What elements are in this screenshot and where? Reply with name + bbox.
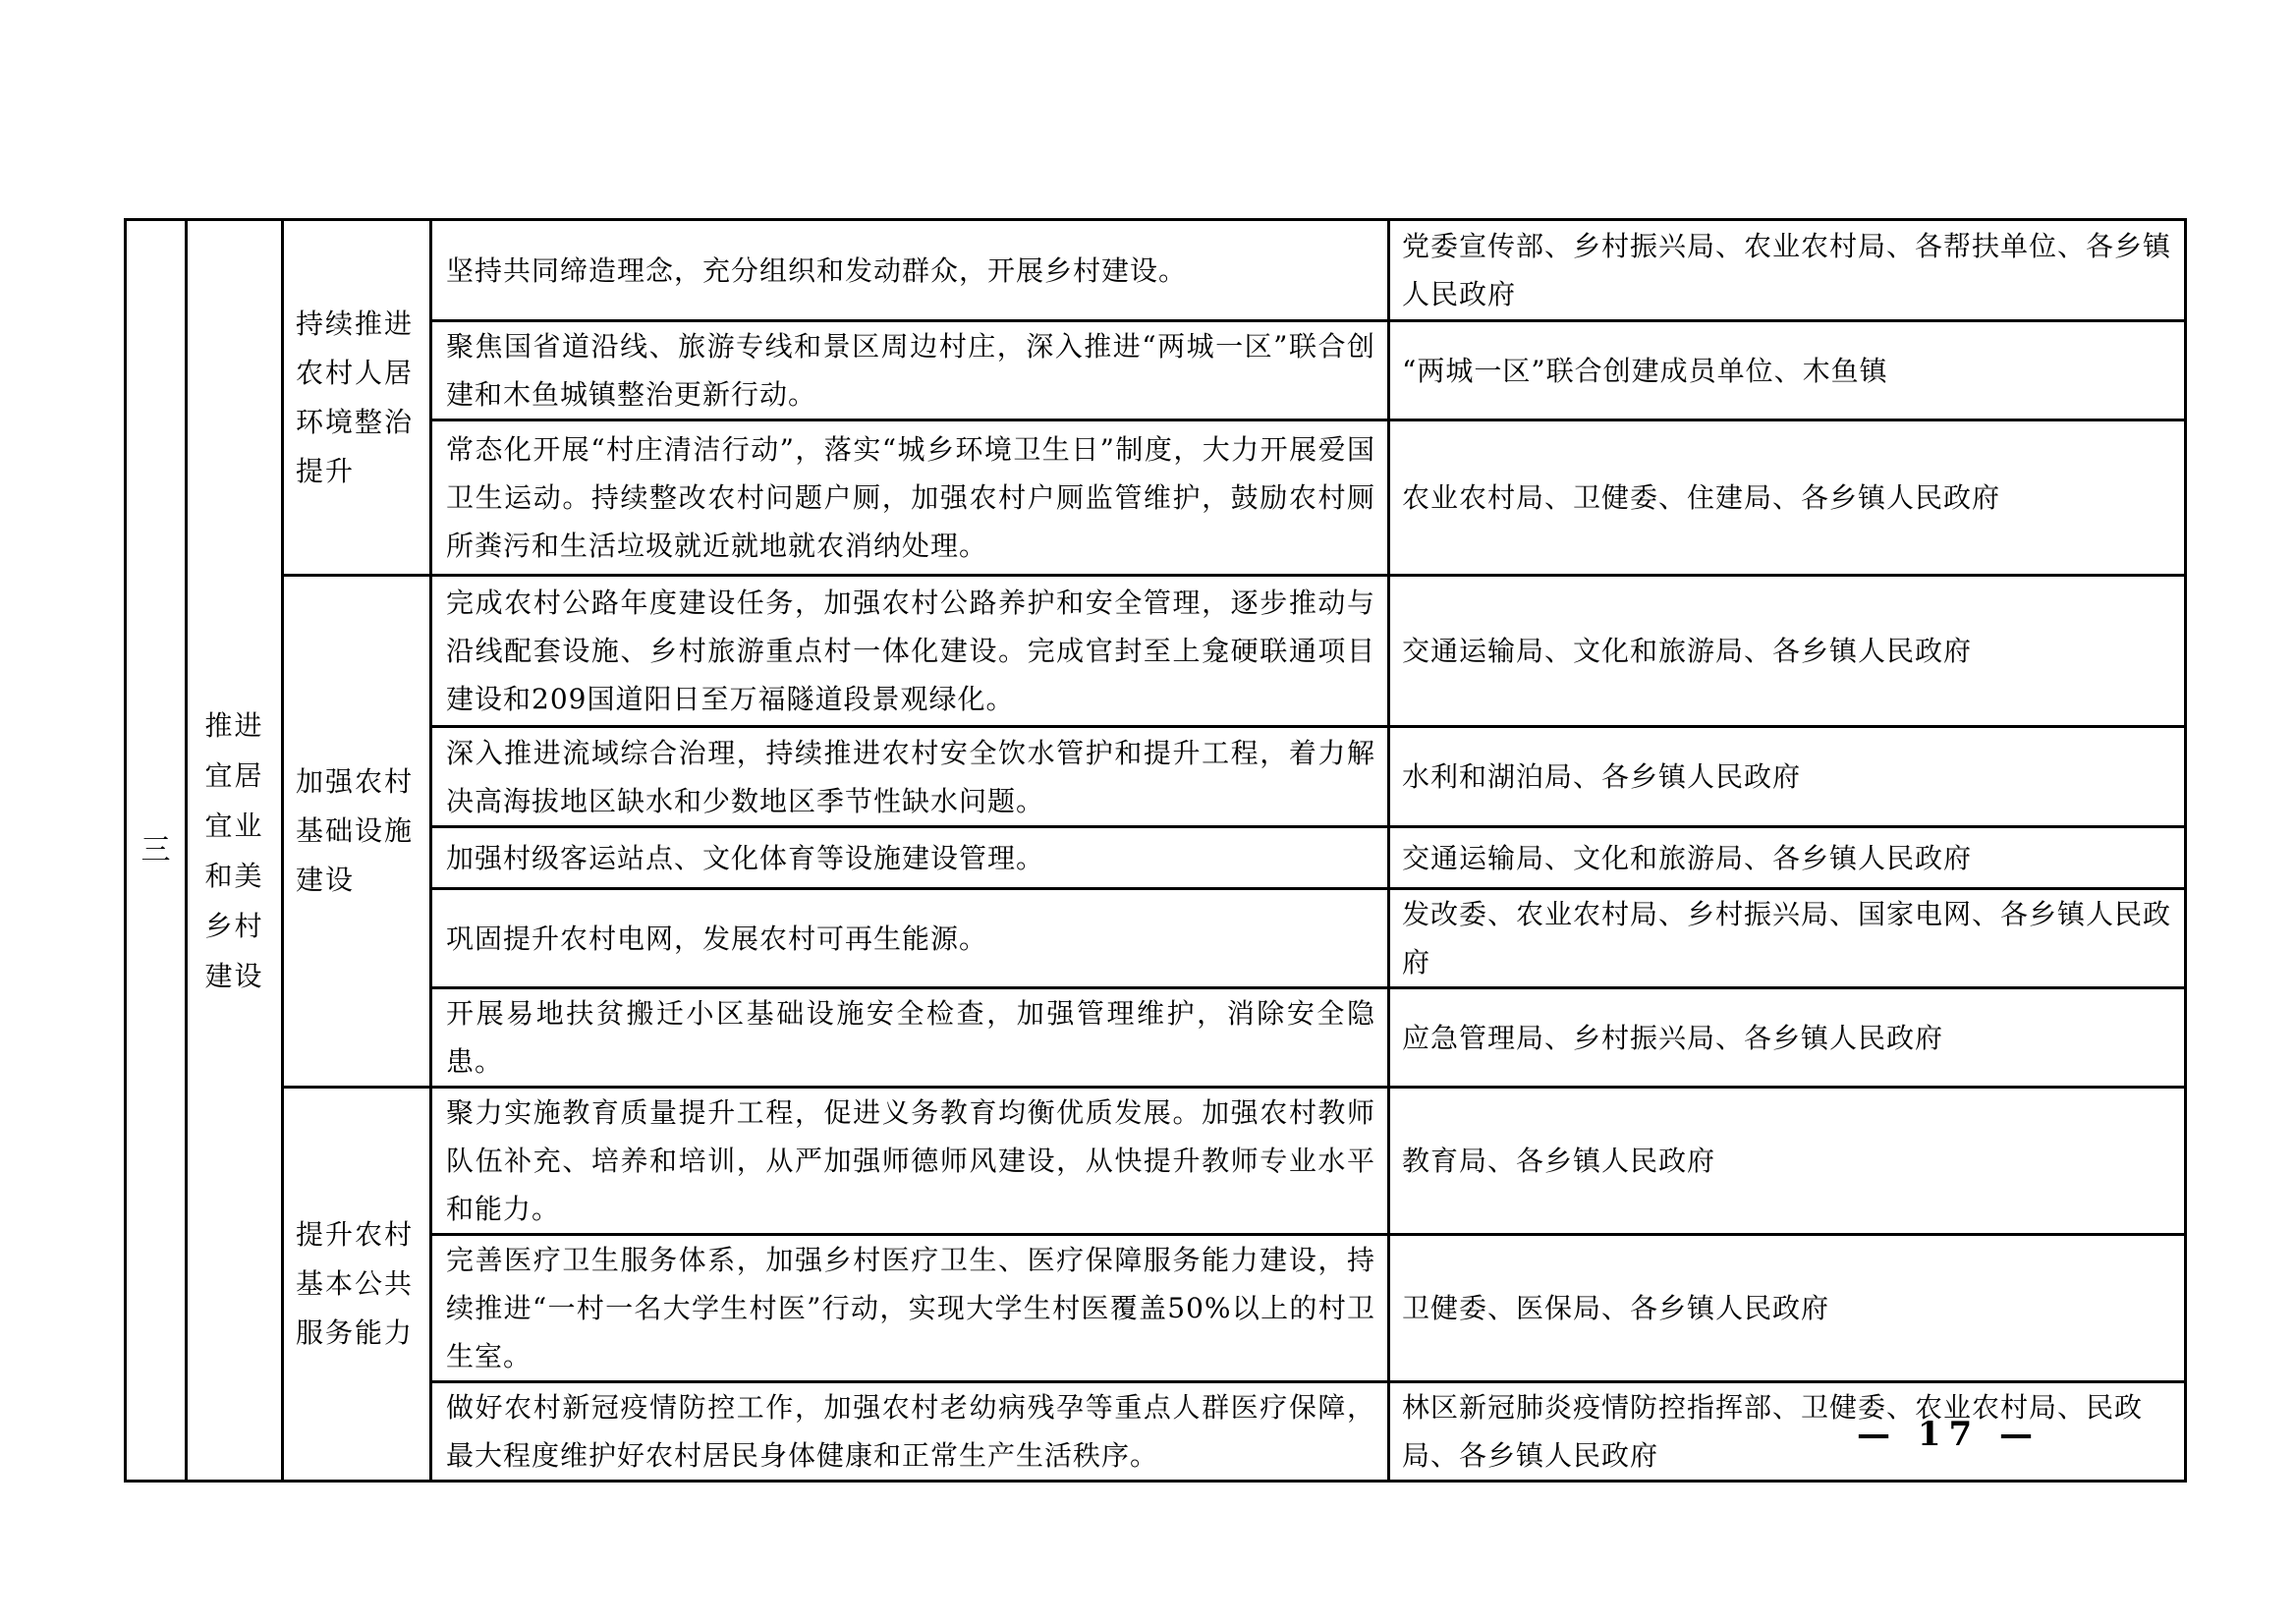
section-number-cell: 三 bbox=[126, 220, 187, 1482]
department-cell: 发改委、农业农村局、乡村振兴局、国家电网、各乡镇人民政府 bbox=[1389, 889, 2186, 988]
task-cell: 常态化开展“村庄清洁行动”，落实“城乡环境卫生日”制度，大力开展爱国卫生运动。持续整改农村问题户厕，加强农村户厕监管维护，鼓励农村厕所粪污和生活垃圾就近就地就农消纳处理。 bbox=[431, 420, 1389, 576]
department-cell: 农业农村局、卫健委、住建局、各乡镇人民政府 bbox=[1389, 420, 2186, 576]
task-cell: 深入推进流域综合治理，持续推进农村安全饮水管护和提升工程，着力解决高海拔地区缺水和少数地区季节性缺水问题。 bbox=[431, 727, 1389, 827]
department-cell: 水利和湖泊局、各乡镇人民政府 bbox=[1389, 727, 2186, 827]
page-number: — 17 — bbox=[1857, 1415, 2041, 1454]
department-cell: 交通运输局、文化和旅游局、各乡镇人民政府 bbox=[1389, 576, 2186, 727]
subcategory-cell: 持续推进农村人居环境整治提升 bbox=[283, 220, 431, 576]
subcategory-cell: 提升农村基本公共服务能力 bbox=[283, 1088, 431, 1482]
task-cell: 聚焦国省道沿线、旅游专线和景区周边村庄，深入推进“两城一区”联合创建和木鱼城镇整治更新行动。 bbox=[431, 321, 1389, 420]
subcategory-cell: 加强农村基础设施建设 bbox=[283, 576, 431, 1088]
task-cell: 坚持共同缔造理念，充分组织和发动群众，开展乡村建设。 bbox=[431, 220, 1389, 321]
task-table bbox=[124, 218, 2187, 1483]
department-cell: “两城一区”联合创建成员单位、木鱼镇 bbox=[1389, 321, 2186, 420]
task-cell: 加强村级客运站点、文化体育等设施建设管理。 bbox=[431, 827, 1389, 889]
task-cell: 做好农村新冠疫情防控工作，加强农村老幼病残孕等重点人群医疗保障，最大程度维护好农村居民身体健康和正常生产生活秩序。 bbox=[431, 1382, 1389, 1482]
department-cell: 党委宣传部、乡村振兴局、农业农村局、各帮扶单位、各乡镇人民政府 bbox=[1389, 220, 2186, 321]
task-cell: 完成农村公路年度建设任务，加强农村公路养护和安全管理，逐步推动与沿线配套设施、乡村旅游重点村一体化建设。完成官封至上龛硬联通项目建设和209国道阳日至万福隧道段景观绿化。 bbox=[431, 576, 1389, 727]
task-cell: 聚力实施教育质量提升工程，促进义务教育均衡优质发展。加强农村教师队伍补充、培养和培训，从严加强师德师风建设，从快提升教师专业水平和能力。 bbox=[431, 1088, 1389, 1235]
department-cell: 教育局、各乡镇人民政府 bbox=[1389, 1088, 2186, 1235]
task-cell: 巩固提升农村电网，发展农村可再生能源。 bbox=[431, 889, 1389, 988]
department-cell: 卫健委、医保局、各乡镇人民政府 bbox=[1389, 1235, 2186, 1382]
department-cell: 林区新冠肺炎疫情防控指挥部、卫健委、农业农村局、民政局、各乡镇人民政府 bbox=[1389, 1382, 2186, 1482]
task-cell: 开展易地扶贫搬迁小区基础设施安全检查，加强管理维护，消除安全隐患。 bbox=[431, 988, 1389, 1088]
task-cell: 完善医疗卫生服务体系，加强乡村医疗卫生、医疗保障服务能力建设，持续推进“一村一名大学生村医”行动，实现大学生村医覆盖50%以上的村卫生室。 bbox=[431, 1235, 1389, 1382]
category-cell: 推进宜居宜业和美乡村建设 bbox=[187, 220, 283, 1482]
department-cell: 交通运输局、文化和旅游局、各乡镇人民政府 bbox=[1389, 827, 2186, 889]
department-cell: 应急管理局、乡村振兴局、各乡镇人民政府 bbox=[1389, 988, 2186, 1088]
